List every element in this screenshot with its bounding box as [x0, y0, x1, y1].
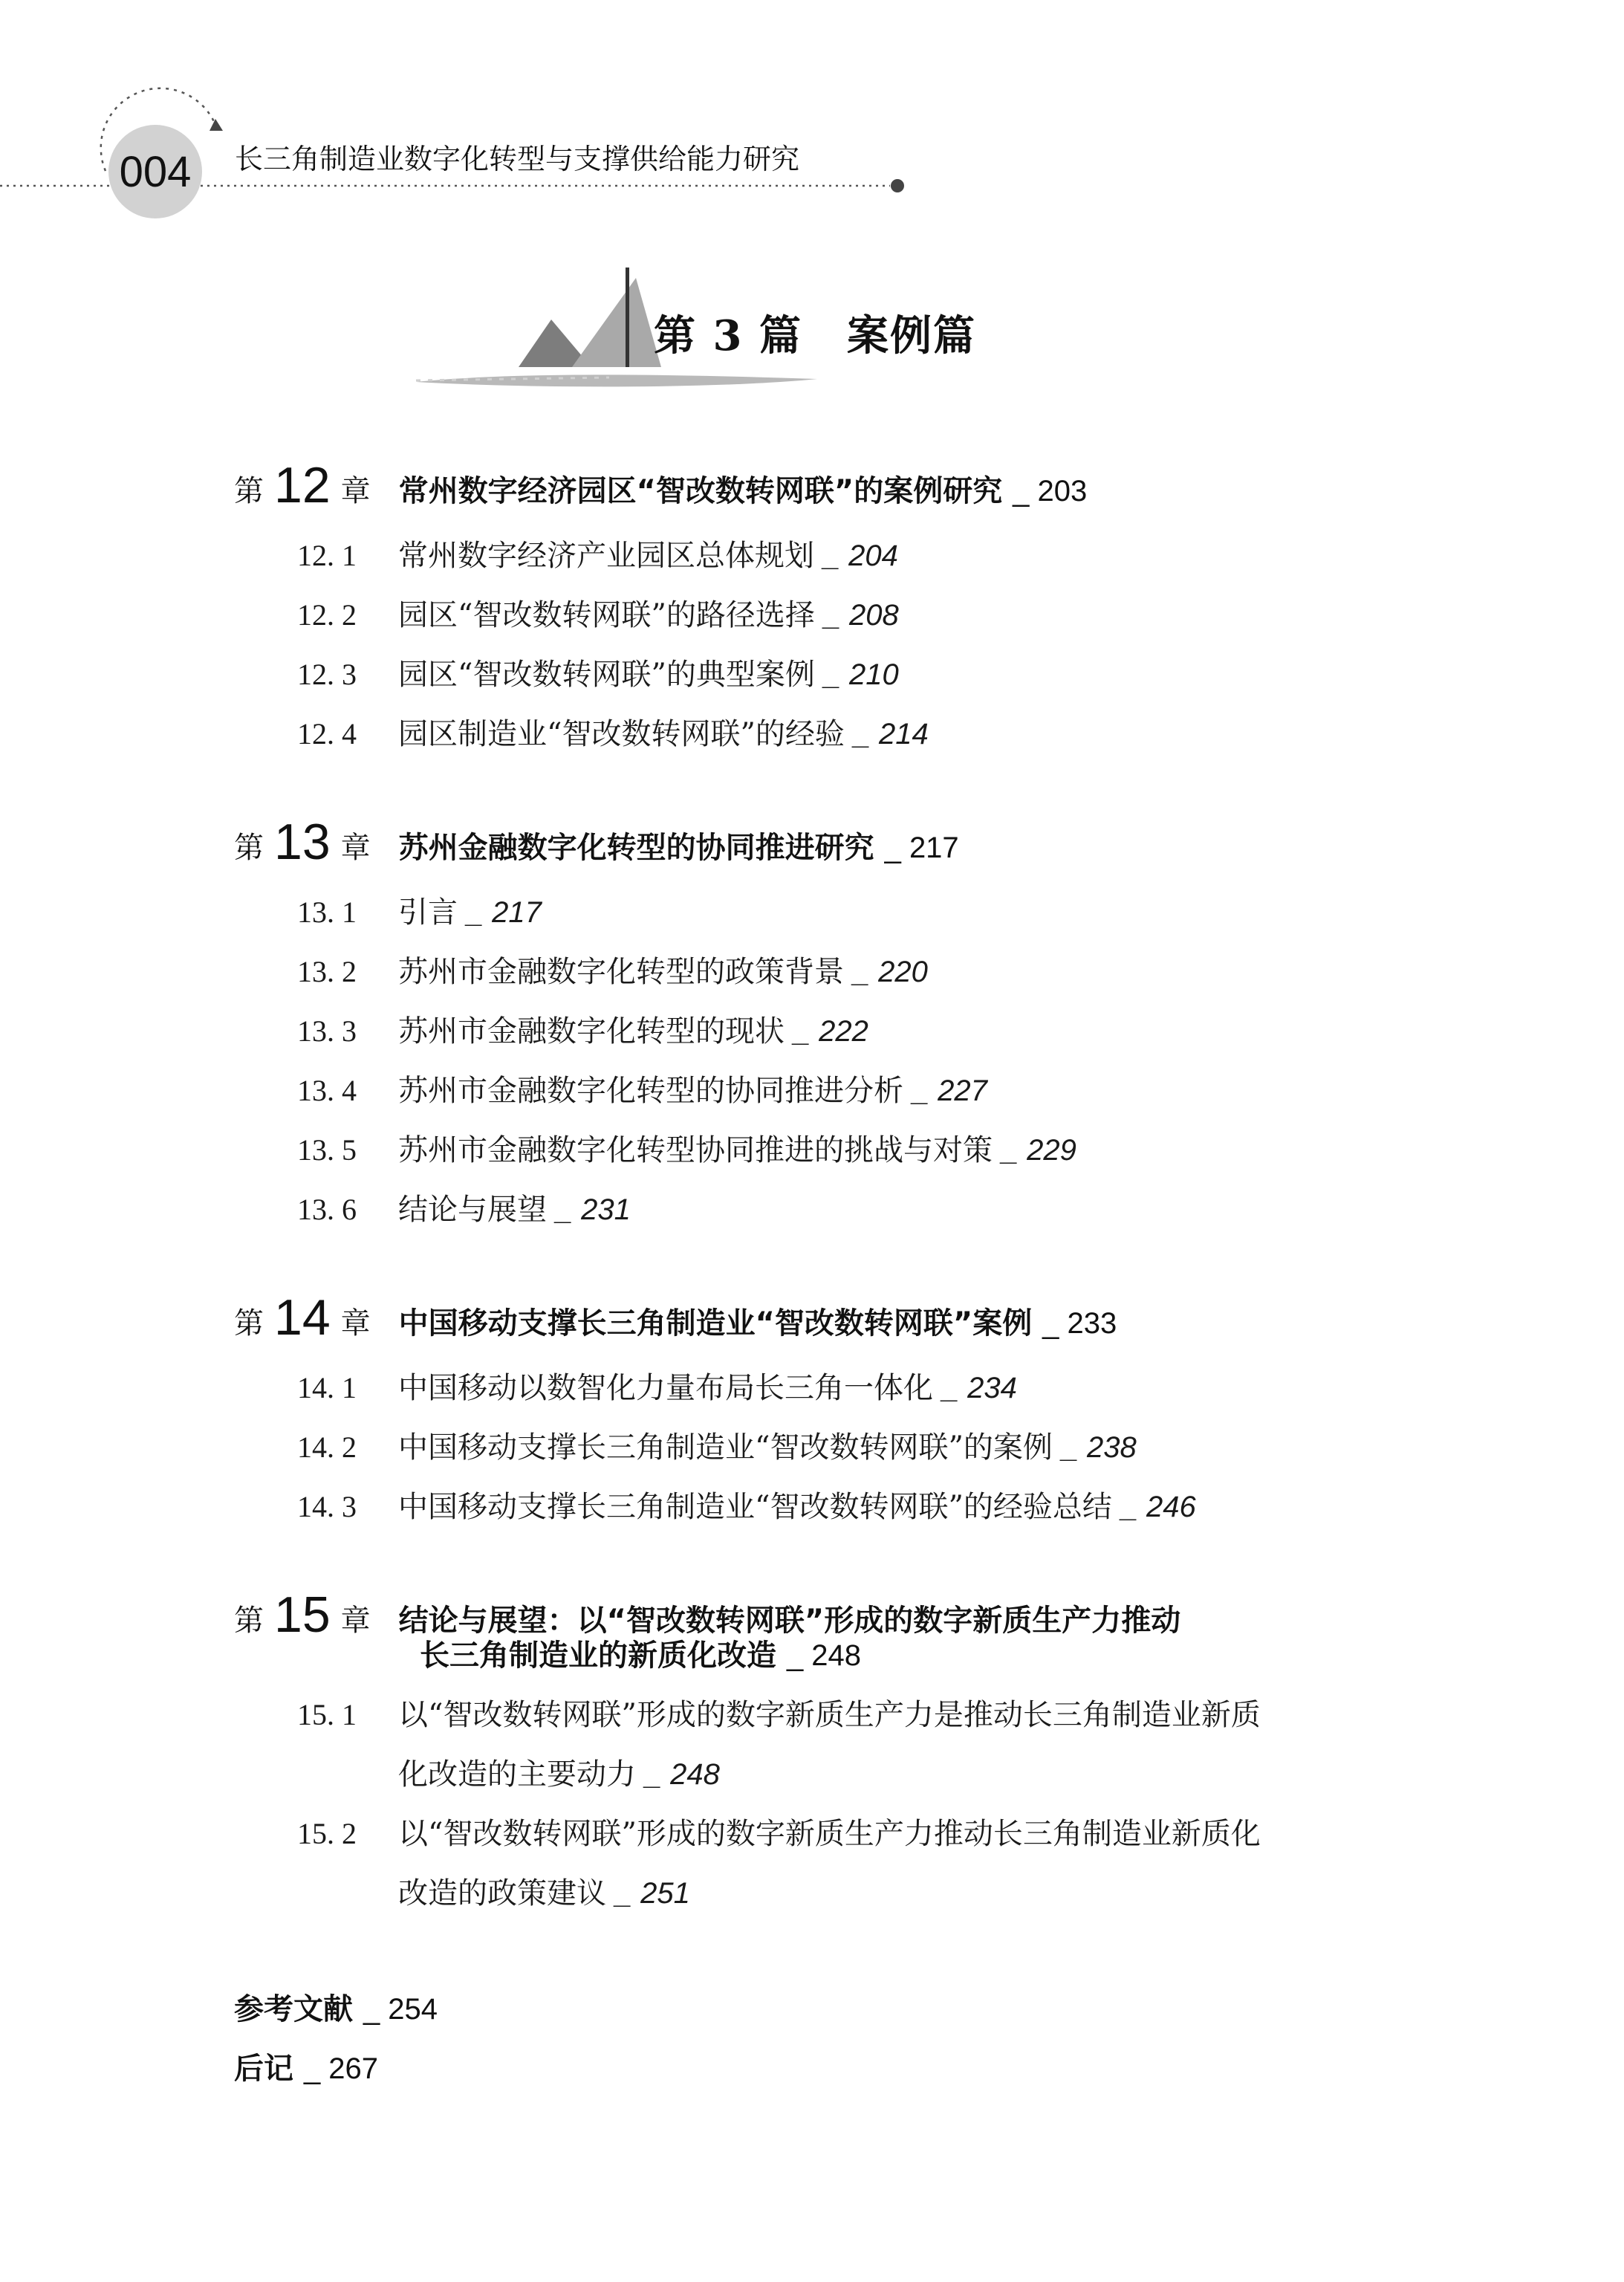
chapter-title: 常州数字经济园区“智改数转网联”的案例研究 — [398, 474, 1003, 508]
chapter-title: 苏州金融数字化转型的协同推进研究 — [398, 831, 874, 865]
chapter-page: _ 233 — [1042, 1307, 1117, 1340]
chapter-13-entry[interactable]: 第 13 章 苏州金融数字化转型的协同推进研究 _ 217 — [234, 814, 959, 870]
chapter-page: _ 203 — [1013, 475, 1088, 508]
toc-section-item-continued[interactable]: 化改造的主要动力 _ 248 — [398, 1757, 720, 1792]
toc-section-item[interactable]: 13. 5 苏州市金融数字化转型协同推进的挑战与对策 _ 229 — [297, 1133, 1076, 1167]
chapter-14-entry[interactable]: 第 14 章 中国移动支撑长三角制造业“智改数转网联”案例 _ 233 — [234, 1289, 1117, 1346]
running-book-title: 长三角制造业数字化转型与支撑供给能力研究 — [235, 143, 800, 175]
chapter-12-entry[interactable]: 第 12 章 常州数字经济园区“智改数转网联”的案例研究 _ 203 — [234, 457, 1088, 513]
toc-section-item[interactable]: 12. 3 园区“智改数转网联”的典型案例 _ 210 — [297, 658, 899, 692]
part-heading — [654, 303, 976, 363]
chapter-number: 13 — [274, 814, 331, 870]
page-number: 004 — [108, 125, 202, 218]
toc-section-item[interactable]: 12. 2 园区“智改数转网联”的路径选择 _ 208 — [297, 598, 899, 632]
chapter-number: 12 — [274, 457, 331, 513]
part-number: 第 3 篇 — [654, 311, 802, 360]
toc-section-item[interactable]: 13. 3 苏州市金融数字化转型的现状 _ 222 — [297, 1014, 868, 1048]
toc-section-item[interactable]: 13. 4 苏州市金融数字化转型的协同推进分析 _ 227 — [297, 1074, 987, 1108]
toc-section-item[interactable]: 14. 3 中国移动支撑长三角制造业“智改数转网联”的经验总结 _ 246 — [297, 1490, 1196, 1524]
chapter-number: 14 — [274, 1289, 331, 1346]
toc-section-item[interactable]: 13. 1 引言 _ 217 — [297, 895, 542, 930]
chapter-title: 中国移动支撑长三角制造业“智改数转网联”案例 — [398, 1306, 1033, 1341]
toc-section-item[interactable]: 13. 2 苏州市金融数字化转型的政策背景 _ 220 — [297, 955, 928, 989]
toc-section-item[interactable]: 14. 2 中国移动支撑长三角制造业“智改数转网联”的案例 _ 238 — [297, 1430, 1137, 1465]
toc-section-item[interactable]: 14. 1 中国移动以数智化力量布局长三角一体化 _ 234 — [297, 1371, 1017, 1405]
chapter-number: 15 — [274, 1586, 331, 1643]
back-matter-afterword[interactable]: 后记 _ 267 — [234, 2052, 379, 2086]
toc-section-item[interactable]: 15. 2 以“智改数转网联”形成的数字新质生产力推动长三角制造业新质化 — [297, 1817, 1261, 1851]
chapter-15-entry[interactable]: 第 15 章 结论与展望：以“智改数转网联”形成的数字新质生产力推动 — [234, 1586, 1181, 1643]
chapter-title: 结论与展望：以“智改数转网联”形成的数字新质生产力推动 — [398, 1604, 1181, 1638]
chapter-15-title-continued[interactable]: 长三角制造业的新质化改造 _ 248 — [420, 1638, 862, 1673]
back-matter-references[interactable]: 参考文献 _ 254 — [234, 1992, 438, 2026]
toc-section-item[interactable]: 12. 1 常州数字经济产业园区总体规划 _ 204 — [297, 539, 898, 573]
part-name: 案例篇 — [846, 311, 976, 360]
toc-section-item[interactable]: 12. 4 园区制造业“智改数转网联”的经验 _ 214 — [297, 717, 929, 751]
toc-section-item[interactable]: 13. 6 结论与展望 _ 231 — [297, 1193, 631, 1227]
toc-section-item-continued[interactable]: 改造的政策建议 _ 251 — [398, 1876, 690, 1910]
chapter-page: _ 248 — [786, 1639, 862, 1672]
chapter-page: _ 217 — [884, 832, 959, 864]
toc-section-item[interactable]: 15. 1 以“智改数转网联”形成的数字新质生产力是推动长三角制造业新质 — [297, 1698, 1261, 1732]
